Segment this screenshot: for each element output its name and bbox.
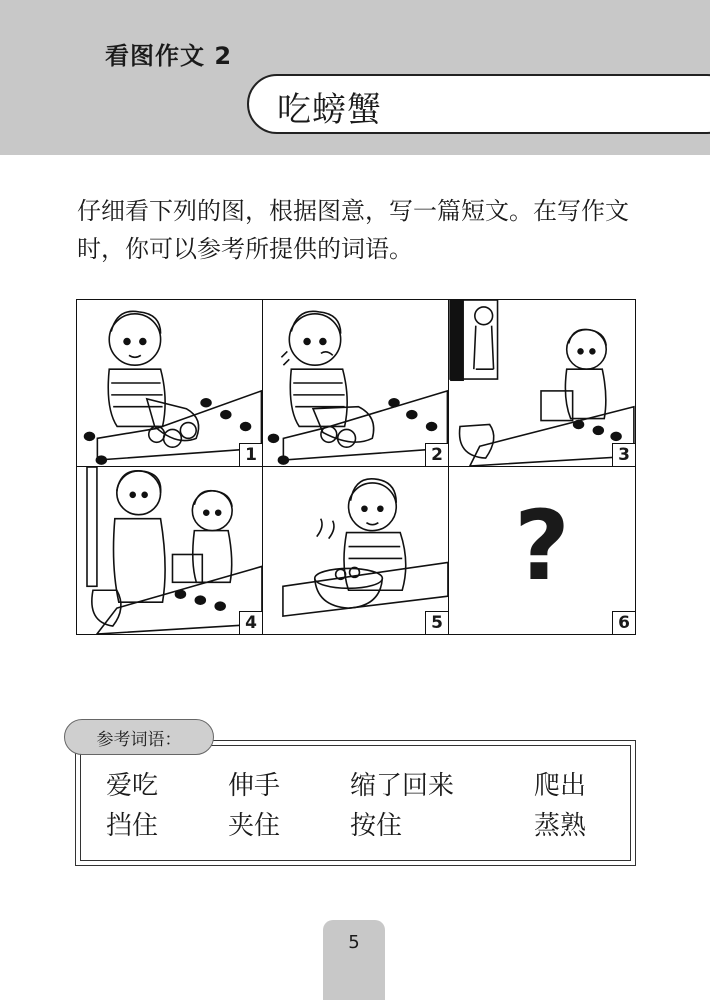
mother-and-boy-illustration [77, 467, 262, 634]
picture-panel-6 [449, 467, 635, 634]
reference-word: 蒸熟 [534, 811, 587, 841]
instruction-text: 仔细看下列的图，根据图意，写一篇短文。在写作文时，你可以参考所提供的词语。 [77, 197, 629, 263]
boy-cooking-crabs-illustration [263, 467, 448, 634]
panel-number: 3 [612, 443, 635, 466]
series-title: 看图作文 2 [105, 42, 233, 70]
panel-number: 4 [239, 611, 262, 634]
reference-word: 伸手 [228, 771, 281, 801]
mother-at-door-illustration [449, 300, 635, 466]
picture-panel-3 [449, 300, 635, 467]
reference-word: 挡住 [106, 811, 159, 841]
panel-number: 2 [425, 443, 448, 466]
reference-word: 爬出 [534, 771, 587, 801]
page-number: 5 [323, 920, 385, 1000]
picture-panel-1 [77, 300, 263, 467]
reference-word: 缩了回来 [350, 771, 455, 801]
reference-word: 按住 [350, 811, 403, 841]
reference-words-box [75, 740, 636, 866]
reference-words-inner-border [80, 745, 631, 861]
picture-panel-4 [77, 467, 263, 634]
reference-words-label: 参考词语： [64, 719, 214, 755]
boy-with-crabs-illustration [77, 300, 262, 466]
panel-number: 5 [425, 611, 448, 634]
panel-number: 6 [612, 611, 635, 634]
picture-panel-2 [263, 300, 449, 467]
boy-hurt-finger-illustration [263, 300, 448, 466]
reference-word: 夹住 [228, 811, 281, 841]
picture-grid [76, 299, 636, 635]
panel-number: 1 [239, 443, 262, 466]
page-title: 吃螃蟹 [277, 90, 382, 130]
reference-word: 爱吃 [106, 771, 159, 801]
question-mark: ? [514, 489, 570, 602]
picture-panel-5 [263, 467, 449, 634]
